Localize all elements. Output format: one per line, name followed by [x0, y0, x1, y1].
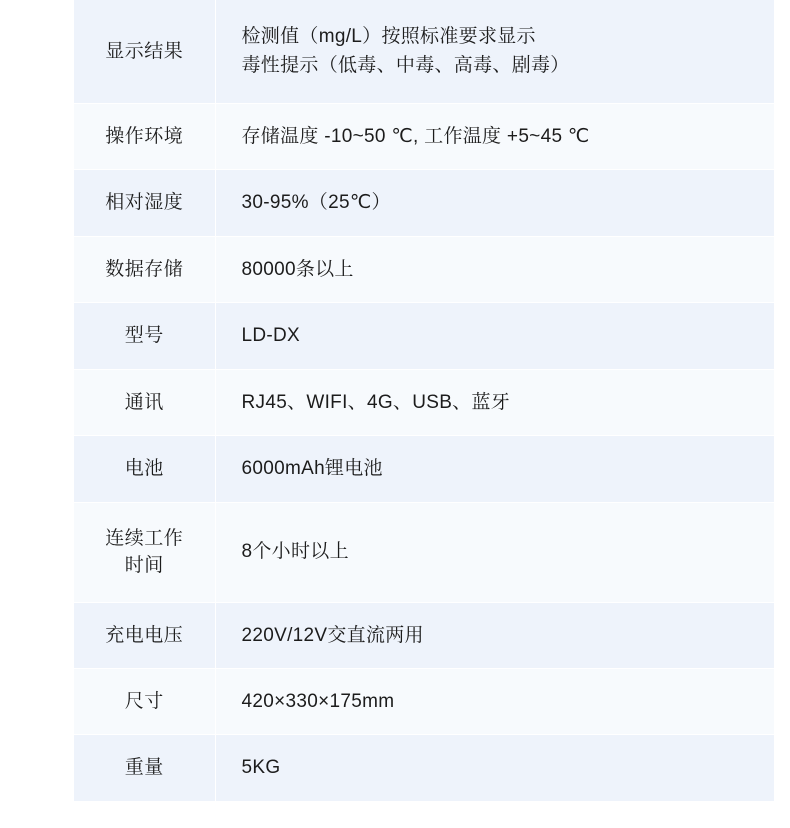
spec-value-line: 220V/12V交直流两用	[241, 624, 424, 646]
table-row	[74, 0, 774, 103]
table-row	[74, 602, 774, 668]
spec-value-line: 420×330×175mm	[241, 691, 395, 713]
spec-label-cell	[74, 0, 215, 103]
spec-value-line: 存储温度 -10~50 ℃, 工作温度 +5~45 ℃	[241, 125, 590, 147]
spec-label-line: 充电电压	[105, 624, 184, 646]
spec-value-cell	[215, 602, 774, 668]
spec-value-cell	[215, 436, 774, 502]
spec-label-cell	[74, 735, 215, 801]
spec-label-cell	[74, 303, 215, 369]
spec-value-line: 5KG	[241, 757, 281, 779]
spec-label-cell	[74, 602, 215, 668]
table-row	[74, 369, 774, 435]
specifications-table	[74, 0, 774, 802]
spec-value-cell	[215, 735, 774, 801]
spec-label-line: 通讯	[124, 391, 164, 413]
spec-label-line: 连续工作	[105, 527, 184, 549]
spec-label-line: 时间	[124, 555, 164, 577]
spec-label-line: 尺寸	[124, 690, 164, 712]
specifications-table-body	[74, 0, 774, 801]
spec-label-cell	[74, 236, 215, 302]
spec-value-cell	[215, 303, 774, 369]
spec-label-cell	[74, 669, 215, 735]
table-row	[74, 436, 774, 502]
spec-value-line: 30-95%（25℃）	[241, 192, 391, 214]
table-row	[74, 236, 774, 302]
spec-label-line: 重量	[124, 757, 164, 779]
spec-value-line: LD-DX	[241, 325, 301, 347]
spec-label-cell	[74, 170, 215, 236]
table-row	[74, 669, 774, 735]
spec-value-cell	[215, 669, 774, 735]
spec-value-line: 80000条以上	[241, 258, 354, 280]
spec-label-line: 型号	[124, 325, 164, 347]
spec-value-line: 毒性提示（低毒、中毒、高毒、剧毒）	[241, 55, 570, 77]
spec-value-cell	[215, 369, 774, 435]
table-row	[74, 303, 774, 369]
spec-label-line: 数据存储	[105, 258, 184, 280]
spec-value-line: 8个小时以上	[241, 541, 349, 563]
spec-label-cell	[74, 436, 215, 502]
spec-label-line: 电池	[124, 458, 164, 479]
spec-value-line: 检测值（mg/L）按照标准要求显示	[241, 26, 536, 47]
spec-value-cell	[215, 502, 774, 602]
spec-label-cell	[74, 103, 215, 169]
spec-value-cell	[215, 103, 774, 169]
table-row	[74, 103, 774, 169]
spec-label-line: 显示结果	[105, 40, 184, 62]
spec-label-line: 操作环境	[105, 125, 184, 147]
spec-value-line: 6000mAh锂电池	[241, 458, 383, 480]
spec-value-line: RJ45、WIFI、4G、USB、蓝牙	[241, 391, 511, 413]
spec-label-line: 相对湿度	[105, 192, 184, 214]
spec-value-cell	[215, 236, 774, 302]
table-row	[74, 735, 774, 801]
spec-label-cell	[74, 502, 215, 602]
table-row	[74, 170, 774, 236]
table-row	[74, 502, 774, 602]
spec-value-cell	[215, 0, 774, 103]
spec-label-cell	[74, 369, 215, 435]
spec-value-cell	[215, 170, 774, 236]
